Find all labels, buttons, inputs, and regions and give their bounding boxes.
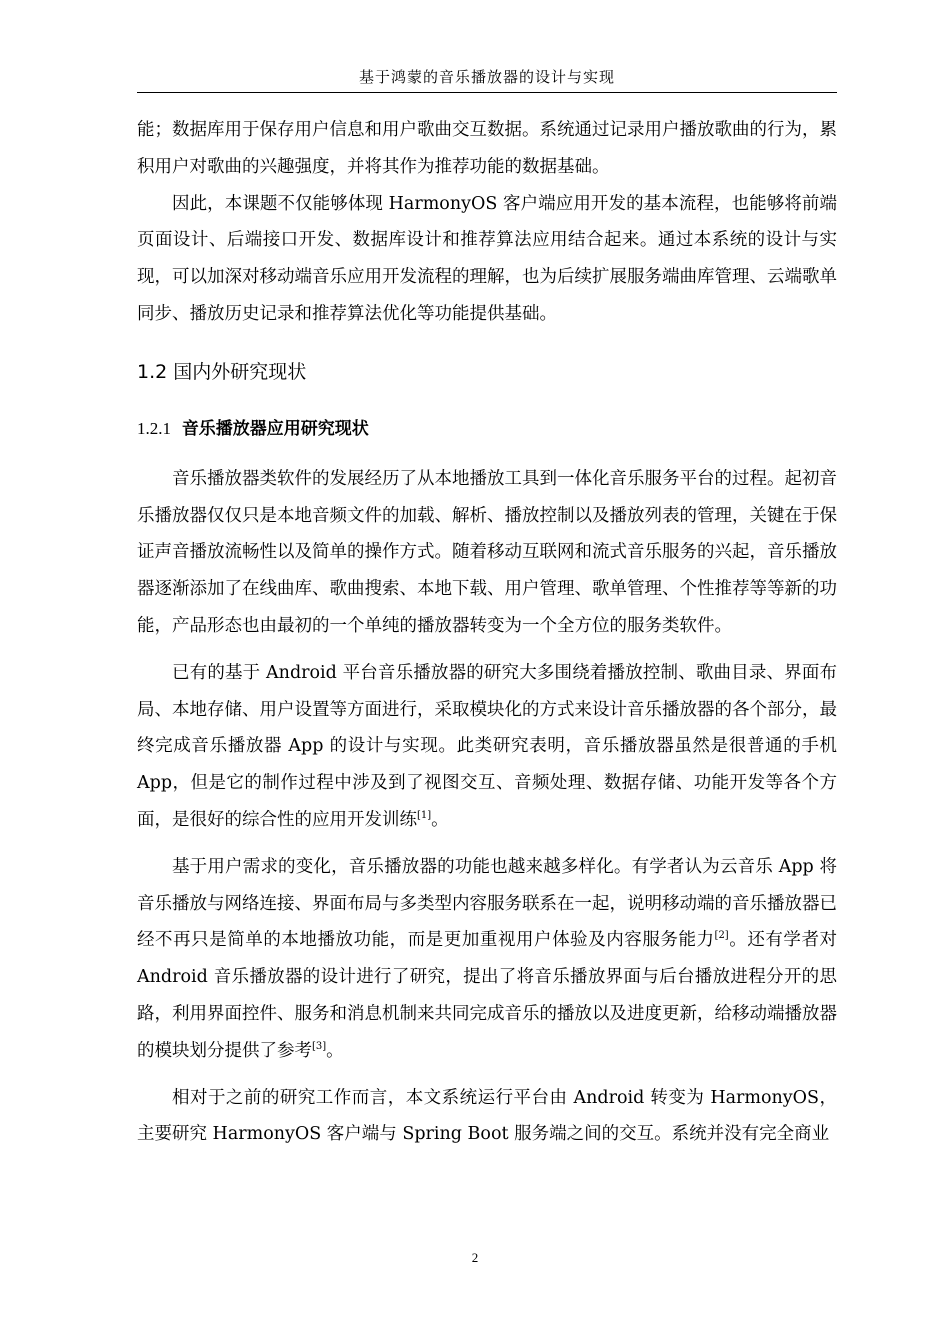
page-number: 2: [471, 1250, 479, 1265]
running-header: 基于鸿蒙的音乐播放器的设计与实现: [358, 68, 615, 86]
header-divider: [137, 92, 837, 93]
page-body: [137, 112, 837, 1153]
paragraph-text: 已有的基于 Android 平台音乐播放器的研究大多围绕着播放控制、歌曲目录、界面布局、本地存储、用户设置等方面进行，采取模块化的方式来设计音乐播放器的各个部分，最终完成音乐播放器 App 的设计与实现。此类研究表明，音乐播放器虽然是很普通的手机 App，但是它的制作过程中涉及到了视图交互、音频处理、数据存储、功能开发等各个方面，是很好的综合性的应用开发训练: [137, 662, 837, 830]
subsection-number: 1.2.1: [137, 418, 171, 438]
citation-ref-1: [1]: [417, 810, 432, 822]
citation-ref-2: [2]: [714, 930, 729, 942]
paragraph-android-research: [137, 655, 837, 839]
subsection-heading: [137, 415, 837, 443]
paragraph-text-end: 。: [326, 1040, 344, 1061]
paragraph-text-continued: 。还有学者对 Android 音乐播放器的设计进行了研究，提出了将音乐播放界面与后台播放进程分开的思路，利用界面控件、服务和消息机制来共同完成音乐的播放以及进度更新，给移动端播放器的模块划分提供了参考: [137, 930, 838, 1061]
subsection-title: 音乐播放器应用研究现状: [181, 418, 369, 439]
paragraph-comparison: 相对于之前的研究工作而言，本文系统运行平台由 Android 转变为 HarmonyOS，主要研究 HarmonyOS 客户端与 Spring Boot 服务端之间的交互。系统并没有完全商业: [137, 1087, 837, 1145]
citation-ref-3: [3]: [312, 1040, 327, 1052]
paragraph-text-end: 。: [431, 809, 449, 830]
paragraph-project-significance: 因此，本课题不仅能够体现 HarmonyOS 客户端应用开发的基本流程，也能够将前端页面设计、后端接口开发、数据库设计和推荐算法应用结合起来。通过本系统的设计与实现，可以加深对移动端音乐应用开发流程的理解，也为后续扩展服务端曲库管理、云端歌单同步、播放历史记录和推荐算法优化等功能提供基础。: [137, 193, 837, 324]
section-heading: 1.2 国内外研究现状: [137, 360, 307, 383]
paragraph-text: 基于用户需求的变化，音乐播放器的功能也越来越多样化。有学者认为云音乐 App 将音乐播放与网络连接、界面布局与多类型内容服务联系在一起，说明移动端的音乐播放器已经不再只是简单的本地播放功能，而是更加重视用户体验及内容服务能力: [137, 856, 837, 951]
paragraph-player-evolution: 音乐播放器类软件的发展经历了从本地播放工具到一体化音乐服务平台的过程。起初音乐播放器仅仅只是本地音频文件的加载、解析、播放控制以及播放列表的管理，关键在于保证声音播放流畅性以及简单的操作方式。随着移动互联网和流式音乐服务的兴起，音乐播放器逐渐添加了在线曲库、歌曲搜索、本地下载、用户管理、歌单管理、个性推荐等等新的功能，产品形态也由最初的一个单纯的播放器转变为一个全方位的服务类软件。: [137, 468, 837, 636]
paragraph-user-needs: [137, 849, 837, 1070]
paragraph-continuation: 能；数据库用于保存用户信息和用户歌曲交互数据。系统通过记录用户播放歌曲的行为，累积用户对歌曲的兴趣强度，并将其作为推荐功能的数据基础。: [137, 120, 837, 177]
